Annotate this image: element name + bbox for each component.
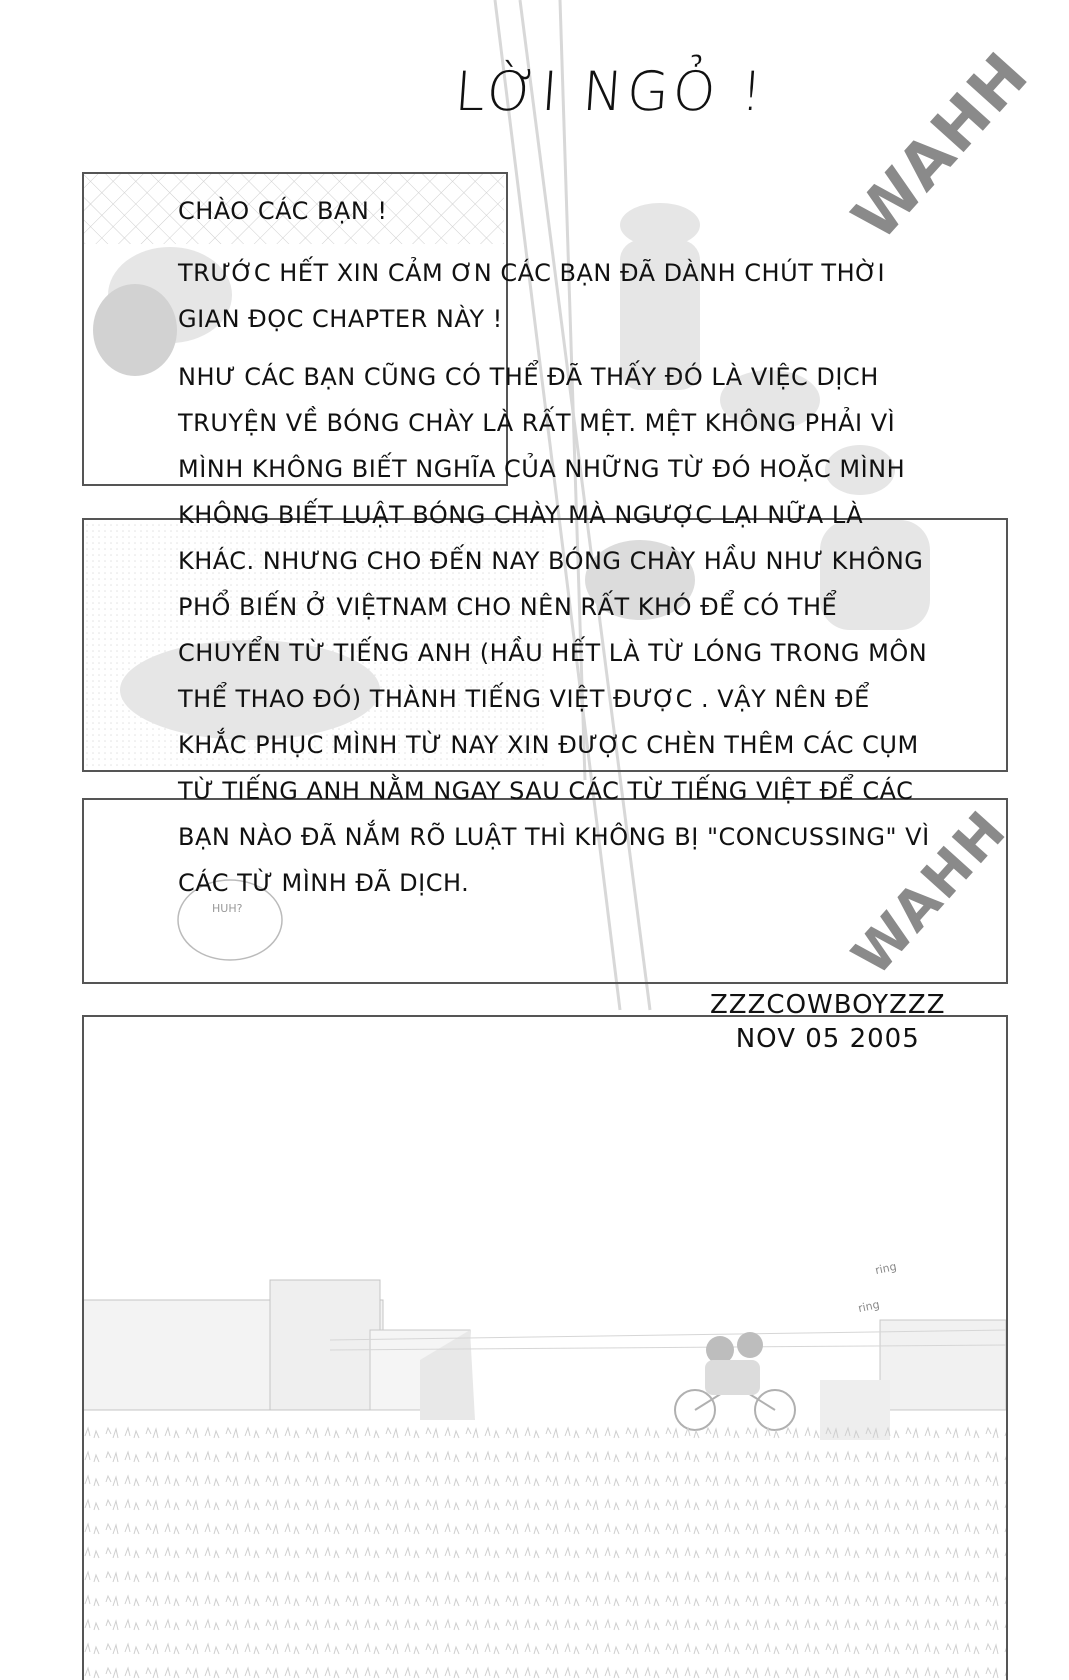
letter-paragraph-1: TRƯỚC HẾT XIN CẢM ƠN CÁC BẠN ĐÃ DÀNH CHÚT THỜI GIAN ĐỌC CHAPTER NÀY !: [178, 259, 886, 333]
signature-name: ZZZCOWBOYZZZ: [710, 990, 946, 1020]
letter-paragraph-2: NHƯ CÁC BẠN CŨNG CÓ THỂ ĐÃ THẤY ĐÓ LÀ VIỆC DỊCH TRUYỆN VỀ BÓNG CHÀY LÀ RẤT MỆT. MỆT KHÔNG PHẢI VÌ MÌNH KHÔNG BIẾT NGHĨA CỦA NHỮNG TỪ ĐÓ HOẶC MÌNH KHÔNG BIẾT LUẬT BÓNG CHÀY MÀ NGƯỢC LẠI NỮA LÀ KHÁC. NHƯNG CHO ĐẾN NAY BÓNG CHÀY HẦU NHƯ KHÔNG PHỔ BIẾN Ở VIỆTNAM CHO NÊN RẤT KHÓ ĐỂ CÓ THỂ CHUYỂN TỪ TIẾNG ANH (HẦU HẾT LÀ TỪ LÓNG TRONG MÔN THỂ THAO ĐÓ) THÀNH TIẾNG VIỆT ĐƯỢC . VẬY NÊN ĐỂ KHẮC PHỤC MÌNH TỪ NAY XIN ĐƯỢC CHÈN THÊM CÁC CỤM TỪ TIẾNG ANH NẰM NGAY SAU CÁC TỪ TIẾNG VIỆT ĐỂ CÁC BẠN NÀO ĐÃ NẮM RÕ LUẬT THÌ KHÔNG BỊ "CONCUSSING" VÌ CÁC TỪ MÌNH ĐÃ DỊCH.: [178, 363, 930, 897]
page-title: LỜI NGỎ !: [452, 60, 769, 123]
letter-body: [178, 188, 938, 918]
signature-date: NOV 05 2005: [735, 1024, 920, 1054]
signature: [710, 988, 946, 1056]
letter-greeting: CHÀO CÁC BẠN !: [178, 197, 388, 225]
sound-effect-wahh-bottom: WAHH: [840, 798, 1019, 988]
speech-bubble-text: HUH?: [212, 902, 243, 915]
sound-effect-ring-1: ring: [873, 1259, 898, 1278]
sound-effect-wahh-top: WAHH: [838, 37, 1044, 254]
panel-bottom: [82, 1015, 1008, 1680]
sound-effect-ring-2: ring: [856, 1297, 881, 1316]
